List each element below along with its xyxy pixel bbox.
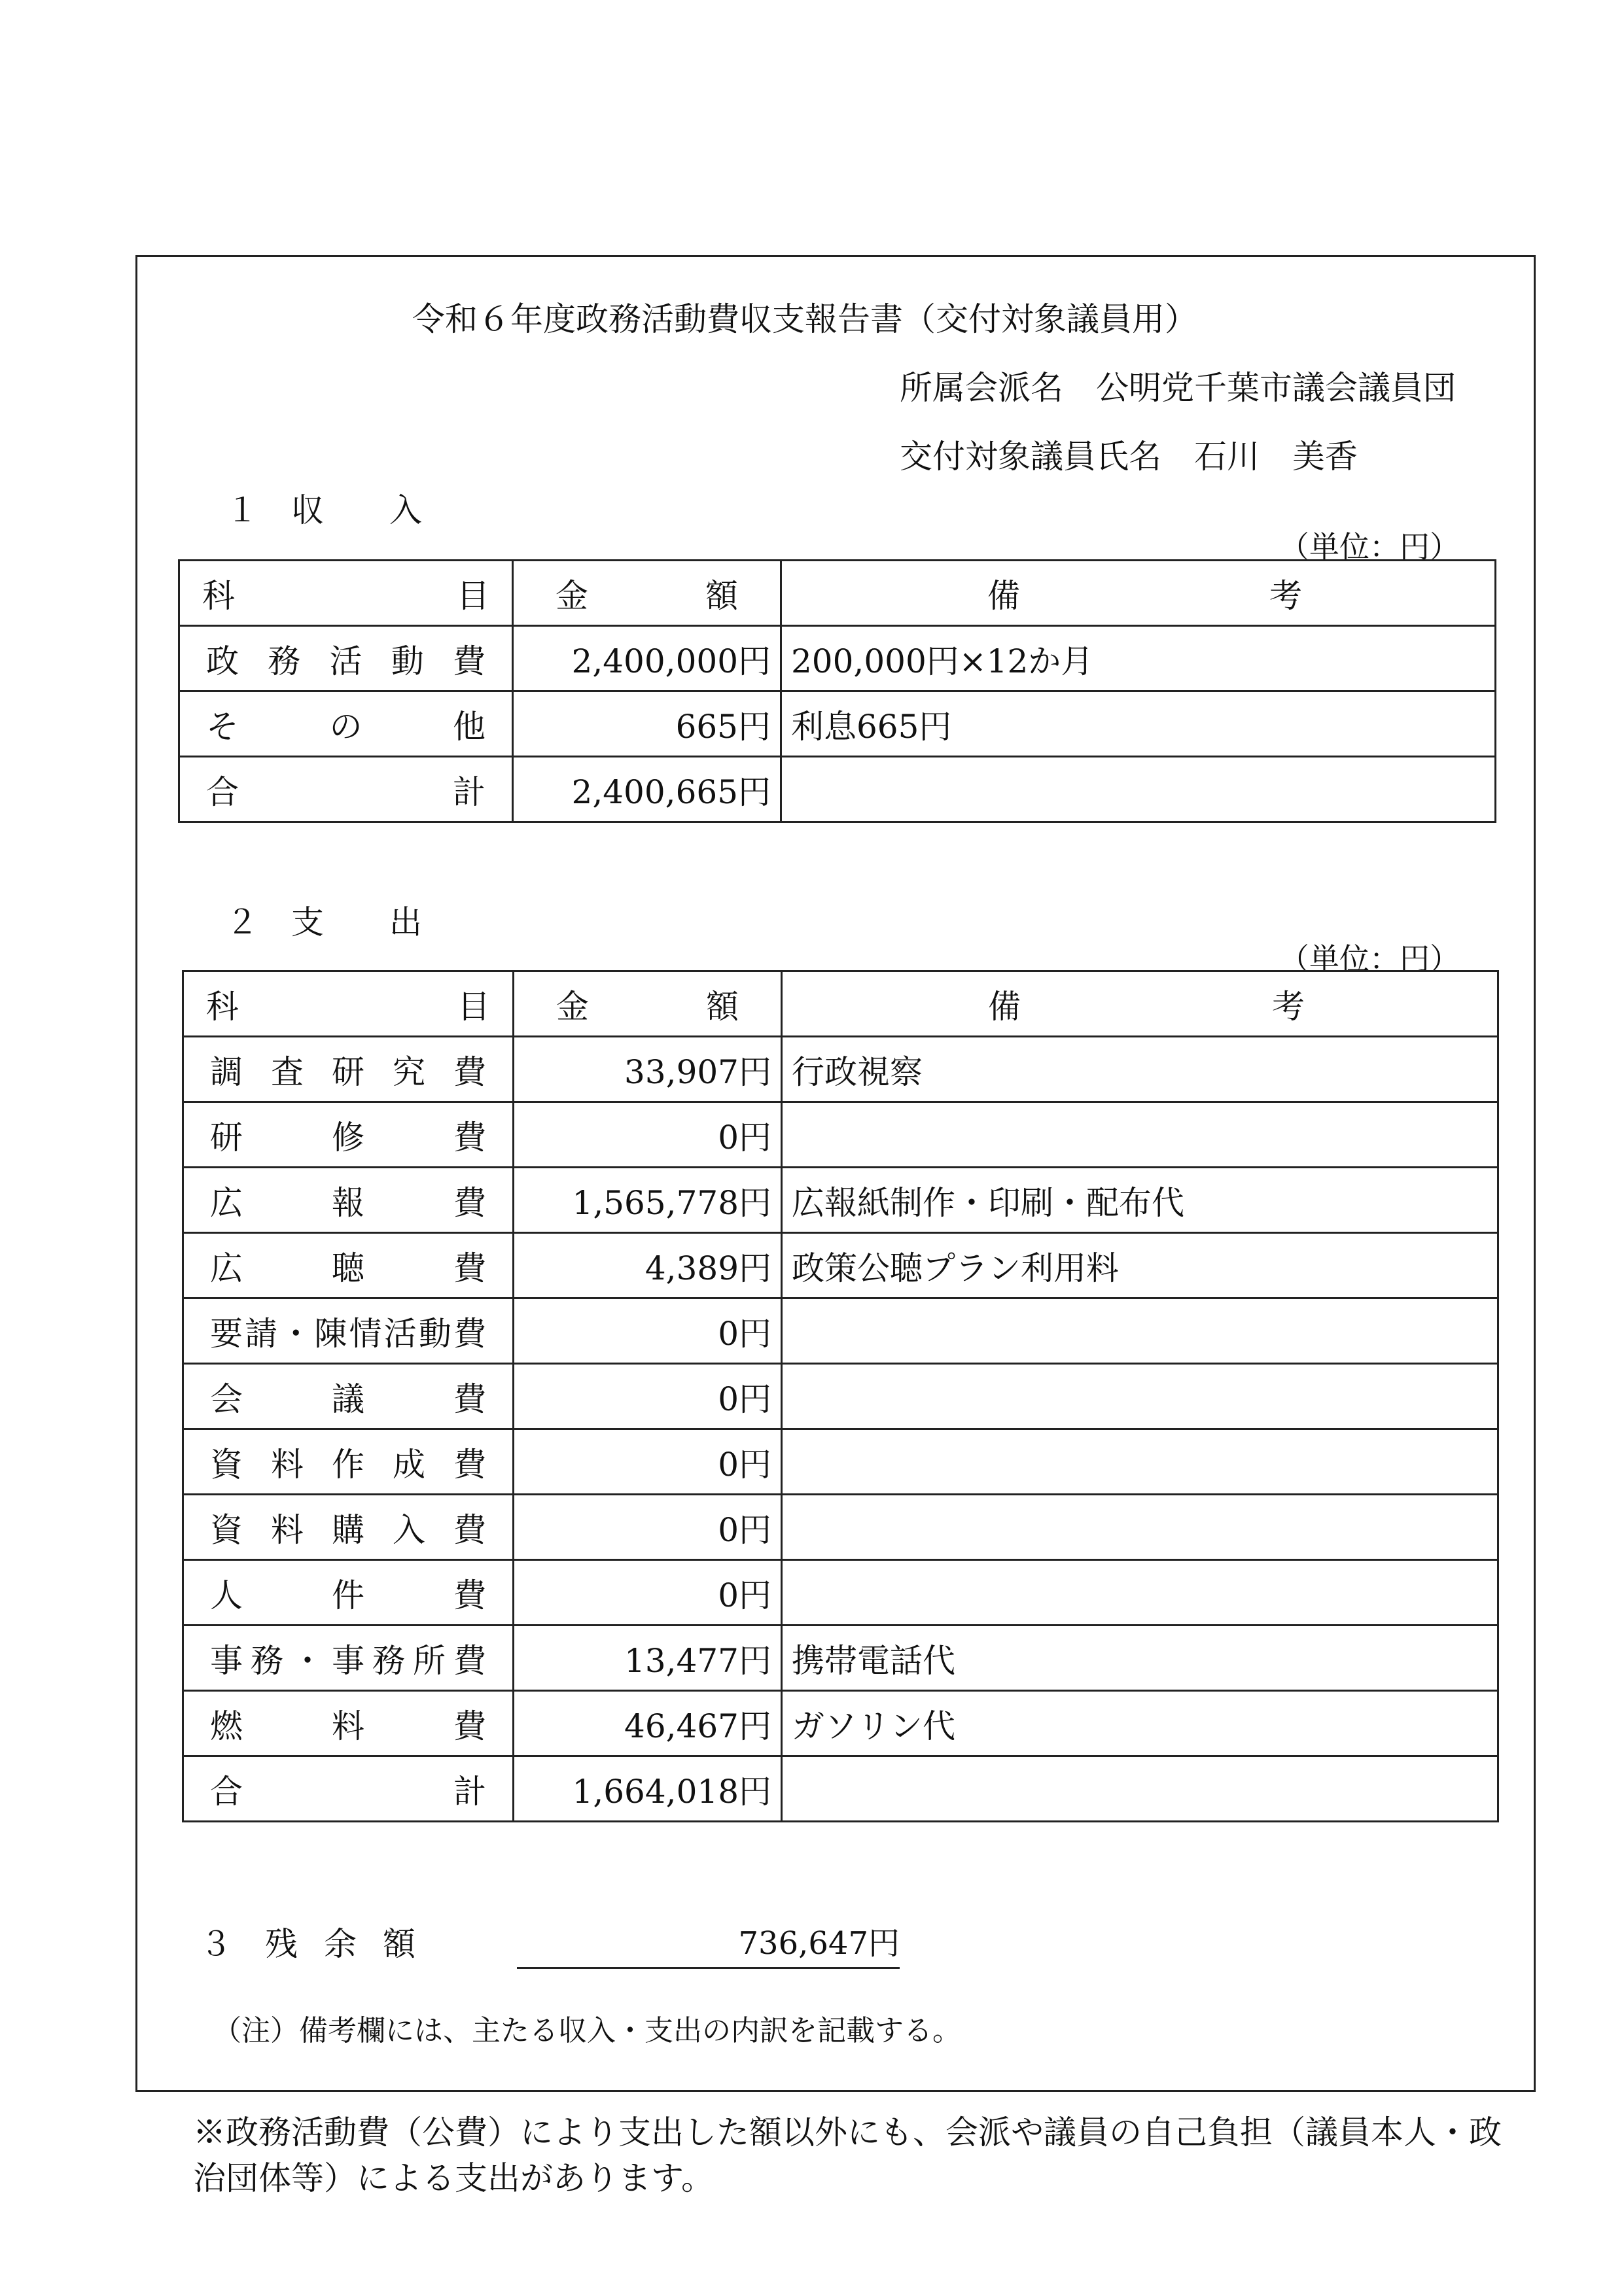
expense-amount-cell: 13,477円 (514, 1626, 782, 1691)
report-title: 令和６年度政務活動費収支報告書（交付対象議員用） (412, 300, 1197, 338)
income-item-cell (179, 626, 513, 691)
income-row (179, 691, 1496, 757)
income-header-note (781, 561, 1496, 626)
expense-item-text: 人 件 費 (210, 1576, 486, 1614)
bottom-note: ※政務活動費（公費）により支出した額以外にも、会派や議員の自己負担（議員本人・政治団体等）による支出があります。 (193, 2113, 1502, 2197)
income-item-text: 政 務 活 動 費 (206, 642, 485, 680)
balance-label-text: 残余額 (265, 1925, 442, 1963)
income-item-text: 合 計 (206, 773, 485, 811)
income-header-amount (513, 561, 781, 626)
expense-item-cell (183, 1364, 514, 1429)
income-item-text: そ の 他 (206, 707, 485, 746)
expense-item-text: 燃 料 費 (210, 1707, 486, 1745)
income-heading-num: １ (226, 491, 258, 529)
income-note-cell: 利息665円 (781, 691, 1496, 757)
expense-header-row (183, 971, 1498, 1037)
income-unit: （単位：円） (1279, 529, 1460, 565)
income-header-item-text: 科 目 (202, 576, 489, 615)
expense-row (183, 1168, 1498, 1233)
faction-label: 所属会派名 (900, 369, 1063, 407)
expense-header-item-text: 科 目 (206, 987, 490, 1026)
expense-amount-cell: 33,907円 (514, 1037, 782, 1102)
expense-row (183, 1560, 1498, 1626)
expense-header-note-text: 備 考 (988, 987, 1305, 1026)
income-header-amount-text: 金 額 (556, 576, 738, 615)
member-value: 石川 美香 (1194, 438, 1358, 476)
income-note-cell: 200,000円×12か月 (781, 626, 1496, 691)
expense-item-cell (183, 1102, 514, 1168)
expense-note-cell (782, 1102, 1498, 1168)
faction-value: 公明党千葉市議会議員団 (1096, 369, 1456, 407)
expense-note-cell (782, 1756, 1498, 1822)
expense-amount-cell: 0円 (514, 1102, 782, 1168)
expense-amount-cell: 0円 (514, 1298, 782, 1364)
expense-item-text: 研 修 費 (210, 1118, 486, 1157)
expense-amount-cell: 1,664,018円 (514, 1756, 782, 1822)
expense-heading-text: 支 出 (291, 903, 422, 941)
expense-row (183, 1691, 1498, 1756)
expense-item-text: 資 料 作 成 費 (210, 1445, 486, 1484)
income-amount-cell: 2,400,000円 (513, 626, 781, 691)
income-amount-cell: 2,400,665円 (513, 757, 781, 822)
expense-item-text: 資 料 購 入 費 (210, 1510, 486, 1549)
expense-row (183, 1495, 1498, 1560)
expense-row (183, 1037, 1498, 1102)
expense-row (183, 1756, 1498, 1822)
expense-note-cell (782, 1495, 1498, 1560)
expense-header-amount (514, 971, 782, 1037)
expense-amount-cell: 0円 (514, 1495, 782, 1560)
balance-value: 736,647円 (517, 1918, 900, 1969)
expense-item-text: 会 議 費 (210, 1380, 486, 1418)
income-row (179, 757, 1496, 822)
expense-item-text: 要 請 ・ 陳 情 活 動 費 (210, 1314, 486, 1353)
income-header-note-text: 備 考 (987, 576, 1302, 615)
income-heading-text: 収 入 (291, 491, 422, 529)
expense-header-item (183, 971, 514, 1037)
expense-amount-cell: 0円 (514, 1429, 782, 1495)
expense-row (183, 1429, 1498, 1495)
expense-note-cell: 広報紙制作・印刷・配布代 (782, 1168, 1498, 1233)
expense-amount-cell: 1,565,778円 (514, 1168, 782, 1233)
income-header-item (179, 561, 513, 626)
balance-label (200, 1918, 442, 1965)
income-note-cell (781, 757, 1496, 822)
expense-note-cell (782, 1364, 1498, 1429)
expense-item-text: 調 査 研 究 費 (210, 1052, 486, 1091)
expense-item-cell (183, 1626, 514, 1691)
expense-note-cell (782, 1429, 1498, 1495)
income-item-cell (179, 691, 513, 757)
income-amount-cell: 665円 (513, 691, 781, 757)
expense-table (182, 970, 1499, 1822)
income-header-row (179, 561, 1496, 626)
footnote: （注）備考欄には、主たる収入・支出の内訳を記載する。 (213, 2014, 961, 2047)
expense-amount-cell: 0円 (514, 1364, 782, 1429)
expense-row (183, 1102, 1498, 1168)
expense-item-cell (183, 1298, 514, 1364)
expense-item-text: 合 計 (210, 1772, 486, 1811)
expense-note-cell (782, 1560, 1498, 1626)
expense-amount-cell: 0円 (514, 1560, 782, 1626)
expense-unit: （単位：円） (1279, 941, 1460, 977)
expense-row (183, 1233, 1498, 1298)
income-table (178, 559, 1496, 823)
member-line (900, 430, 1358, 478)
expense-amount-cell: 46,467円 (514, 1691, 782, 1756)
expense-item-text: 事 務 ・ 事 務 所 費 (210, 1641, 486, 1680)
expense-item-cell (183, 1037, 514, 1102)
expense-item-cell (183, 1756, 514, 1822)
expense-row (183, 1626, 1498, 1691)
expense-row (183, 1298, 1498, 1364)
expense-item-cell (183, 1429, 514, 1495)
expense-item-cell (183, 1168, 514, 1233)
expense-heading (226, 896, 422, 943)
expense-item-cell (183, 1691, 514, 1756)
expense-item-cell (183, 1495, 514, 1560)
expense-row (183, 1364, 1498, 1429)
expense-item-cell (183, 1233, 514, 1298)
income-row (179, 626, 1496, 691)
income-heading (226, 484, 422, 531)
expense-note-cell: 携帯電話代 (782, 1626, 1498, 1691)
expense-note-cell: ガソリン代 (782, 1691, 1498, 1756)
expense-header-note (782, 971, 1498, 1037)
expense-item-text: 広 聴 費 (210, 1249, 486, 1287)
faction-line (900, 362, 1456, 409)
income-item-cell (179, 757, 513, 822)
expense-item-cell (183, 1560, 514, 1626)
expense-note-cell: 行政視察 (782, 1037, 1498, 1102)
balance-num: ３ (200, 1925, 232, 1963)
expense-header-amount-text: 金 額 (556, 987, 739, 1026)
expense-amount-cell: 4,389円 (514, 1233, 782, 1298)
expense-note-cell (782, 1298, 1498, 1364)
expense-item-text: 広 報 費 (210, 1183, 486, 1222)
expense-note-cell: 政策公聴プラン利用料 (782, 1233, 1498, 1298)
expense-heading-num: ２ (226, 903, 258, 941)
member-label: 交付対象議員氏名 (900, 438, 1161, 476)
